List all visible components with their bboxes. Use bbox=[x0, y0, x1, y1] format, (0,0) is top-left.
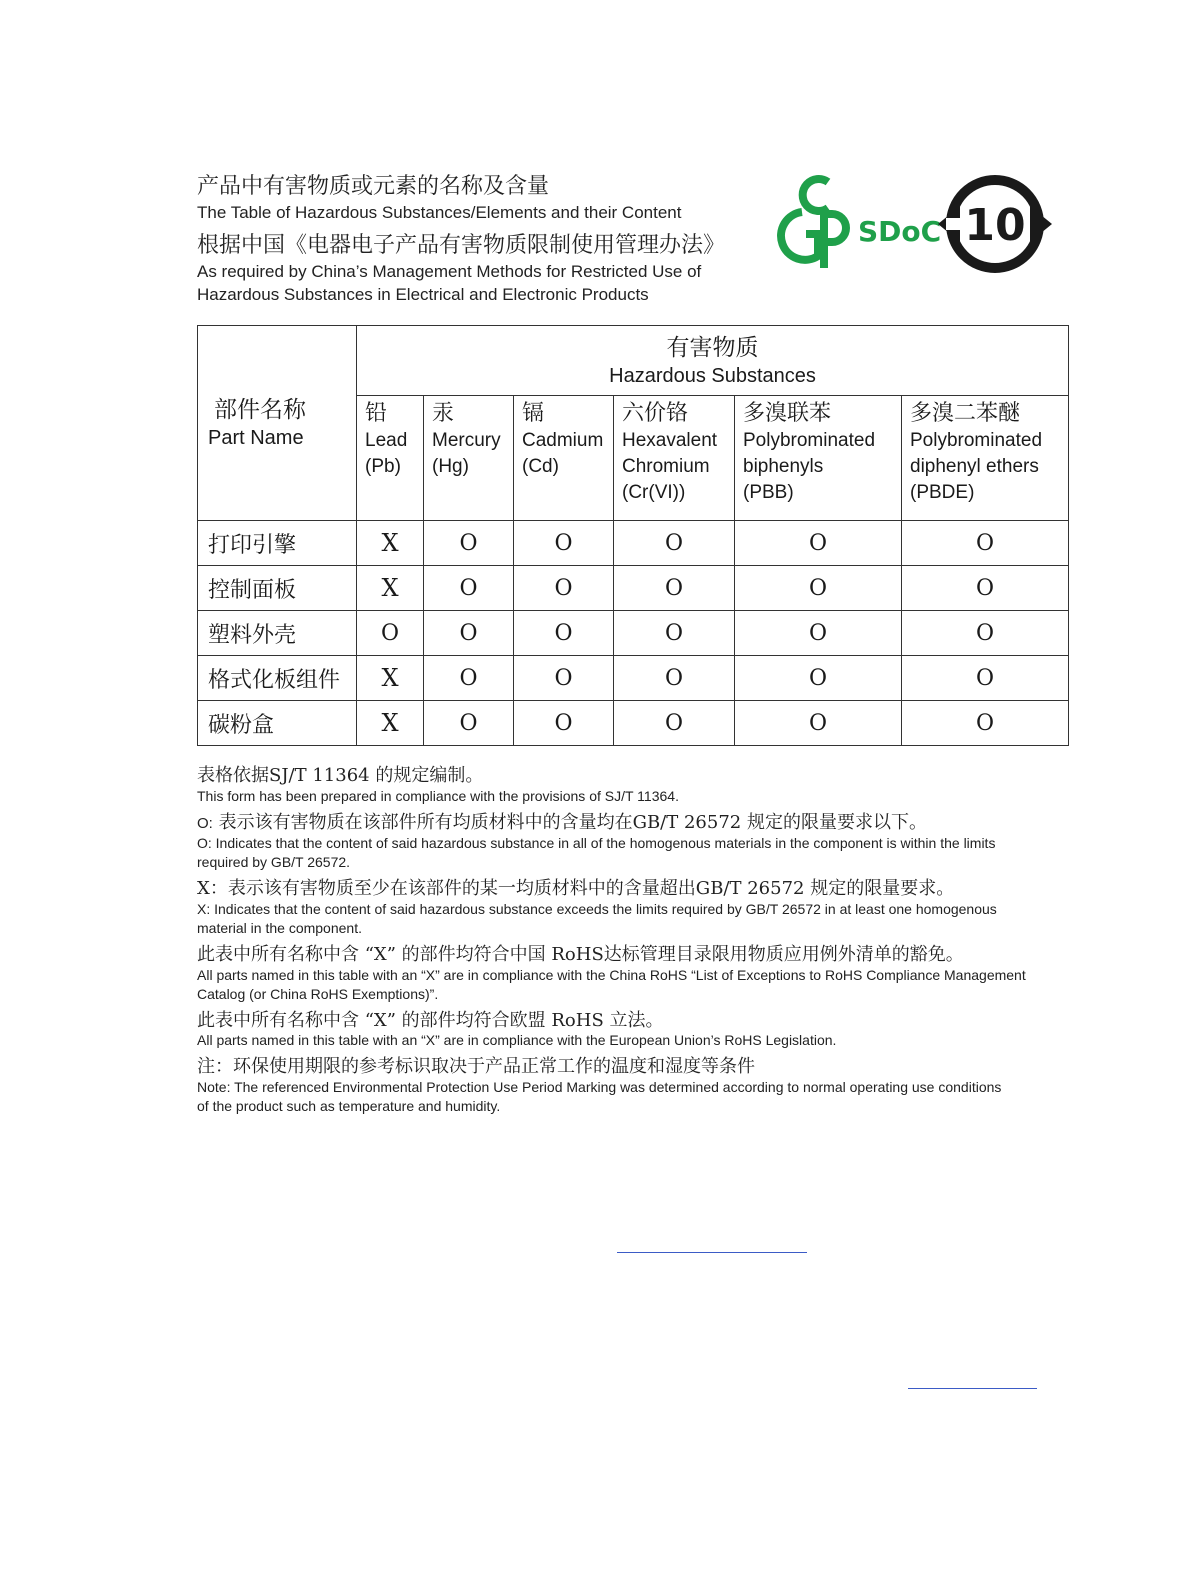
note-2-cn: 表示该有害物质在该部件所有均质材料中的含量均在GB/T 26572 规定的限量要求以下。 bbox=[218, 812, 927, 833]
title-en: The Table of Hazardous Substances/Elements and their Content bbox=[197, 203, 682, 222]
mark-cell: O bbox=[514, 566, 614, 611]
substance-symbol: (Cr(VI)) bbox=[622, 482, 686, 503]
part-name: 控制面板 bbox=[198, 566, 357, 611]
substance-en: Cadmium bbox=[522, 430, 604, 451]
mark-cell: O bbox=[514, 521, 614, 566]
substance-en: Polybrominated bbox=[743, 430, 876, 451]
substance-en: Mercury bbox=[432, 430, 501, 451]
mark-cell: O bbox=[424, 656, 514, 701]
efup-number: 10 bbox=[964, 200, 1026, 251]
hazard-cn: 有害物质 bbox=[666, 334, 759, 361]
link-underline[interactable] bbox=[617, 1252, 807, 1253]
note-2-en-1: O: Indicates that the content of said hazardous substance in all of the homogenous materials in the component is within the limits bbox=[197, 835, 996, 851]
substance-en-2: diphenyl ethers bbox=[910, 456, 1039, 477]
substance-cn: 铅 bbox=[365, 401, 388, 426]
part-name-header bbox=[198, 326, 357, 521]
table-row bbox=[198, 656, 1069, 701]
substance-en: Hexavalent bbox=[622, 430, 718, 451]
note-2-en-2: required by GB/T 26572. bbox=[197, 854, 351, 870]
mark-cell: O bbox=[614, 521, 735, 566]
mark-cell: X bbox=[357, 521, 424, 566]
substance-symbol: (Cd) bbox=[522, 456, 559, 477]
mark-cell: O bbox=[902, 701, 1069, 746]
substance-cn: 多溴联苯 bbox=[743, 401, 832, 426]
note-4-en-2: Catalog (or China RoHS Exemptions)”. bbox=[197, 986, 439, 1002]
basis-cn: 根据中国《电器电子产品有害物质限制使用管理办法》 bbox=[197, 233, 726, 258]
substance-hexavalent-chromium bbox=[614, 396, 735, 521]
substance-mercury bbox=[424, 396, 514, 521]
efup-10-icon bbox=[938, 180, 1052, 268]
substance-en-2: biphenyls bbox=[743, 456, 824, 477]
mark-cell: O bbox=[424, 611, 514, 656]
mark-cell: O bbox=[614, 701, 735, 746]
mark-cell: O bbox=[424, 701, 514, 746]
table-row bbox=[198, 521, 1069, 566]
note-5-cn: 此表中所有名称中含 “X” 的部件均符合欧盟 RoHS 立法。 bbox=[197, 1010, 664, 1031]
substance-pbb bbox=[735, 396, 902, 521]
part-name: 打印引擎 bbox=[198, 521, 357, 566]
part-name-en: Part Name bbox=[208, 427, 304, 449]
link-underline[interactable] bbox=[908, 1388, 1037, 1389]
mark-cell: O bbox=[902, 566, 1069, 611]
note-5-en: All parts named in this table with an “X” are in compliance with the European Union’s RoHS Legislation. bbox=[197, 1032, 837, 1048]
mark-cell: O bbox=[902, 656, 1069, 701]
mark-cell: O bbox=[424, 521, 514, 566]
part-name: 碳粉盒 bbox=[198, 701, 357, 746]
mark-cell: O bbox=[614, 566, 735, 611]
mark-cell: O bbox=[735, 611, 902, 656]
part-name: 塑料外壳 bbox=[198, 611, 357, 656]
mark-cell: X bbox=[357, 656, 424, 701]
note-3-en-1: X: Indicates that the content of said hazardous substance exceeds the limits required by GB/T 26572 in at least one homogenous bbox=[197, 901, 997, 917]
mark-cell: O bbox=[514, 701, 614, 746]
substance-cadmium bbox=[514, 396, 614, 521]
hazardous-substances-table bbox=[197, 325, 1069, 746]
mark-cell: O bbox=[614, 611, 735, 656]
note-1-en: This form has been prepared in compliance with the provisions of SJ/T 11364. bbox=[197, 788, 679, 804]
hazard-en: Hazardous Substances bbox=[609, 364, 816, 387]
table-row bbox=[198, 566, 1069, 611]
basis-en-2: Hazardous Substances in Electrical and Electronic Products bbox=[197, 285, 649, 304]
mark-cell: O bbox=[614, 656, 735, 701]
substance-en-2: Chromium bbox=[622, 456, 710, 477]
mark-cell: O bbox=[735, 521, 902, 566]
sdoc-text: SDoC bbox=[858, 215, 942, 248]
substance-cn: 汞 bbox=[432, 401, 455, 426]
title-cn: 产品中有害物质或元素的名称及含量 bbox=[197, 174, 550, 199]
mark-cell: O bbox=[902, 611, 1069, 656]
mark-cell: O bbox=[424, 566, 514, 611]
substance-symbol: (PBB) bbox=[743, 482, 794, 503]
substance-cn: 六价铬 bbox=[622, 401, 689, 426]
part-name-cn: 部件名称 bbox=[214, 397, 306, 423]
substance-symbol: (Pb) bbox=[365, 456, 401, 477]
mark-cell: O bbox=[902, 521, 1069, 566]
note-1-cn: 表格依据SJ/T 11364 的规定编制。 bbox=[197, 765, 484, 786]
substance-symbol: (PBDE) bbox=[910, 482, 975, 503]
substance-cn: 多溴二苯醚 bbox=[910, 401, 1021, 426]
note-2-cn-line bbox=[197, 812, 927, 835]
substance-cn: 镉 bbox=[522, 401, 545, 426]
basis-en-1: As required by China’s Management Methods for Restricted Use of bbox=[197, 262, 702, 281]
note-4-en-1: All parts named in this table with an “X” are in compliance with the China RoHS “List of Exceptions to RoHS Compliance Management bbox=[197, 967, 1026, 983]
substance-en: Polybrominated bbox=[910, 430, 1043, 451]
compliance-logos bbox=[770, 172, 1060, 276]
mark-cell: X bbox=[357, 566, 424, 611]
mark-cell: O bbox=[735, 656, 902, 701]
substance-symbol: (Hg) bbox=[432, 456, 469, 477]
substance-pbde bbox=[902, 396, 1069, 521]
part-name: 格式化板组件 bbox=[198, 656, 357, 701]
note-6-en-2: of the product such as temperature and humidity. bbox=[197, 1098, 501, 1114]
mark-cell: X bbox=[357, 701, 424, 746]
note-3-en-2: material in the component. bbox=[197, 920, 362, 936]
note-6-cn: 注：环保使用期限的参考标识取决于产品正常工作的温度和湿度等条件 bbox=[197, 1056, 755, 1077]
mark-cell: O bbox=[735, 701, 902, 746]
mark-cell: O bbox=[514, 611, 614, 656]
ccc-sdoc-logo bbox=[781, 179, 846, 268]
note-2-prefix: O: bbox=[197, 815, 213, 832]
table-row bbox=[198, 611, 1069, 656]
mark-cell: O bbox=[357, 611, 424, 656]
note-6-en-1: Note: The referenced Environmental Protection Use Period Marking was determined according to normal operating use conditions bbox=[197, 1079, 1002, 1095]
hazard-header bbox=[357, 326, 1069, 396]
note-4-cn: 此表中所有名称中含 “X” 的部件均符合中国 RoHS达标管理目录限用物质应用例外清单的豁免。 bbox=[197, 944, 964, 965]
substance-en: Lead bbox=[365, 430, 408, 451]
mark-cell: O bbox=[514, 656, 614, 701]
note-3-cn: X：表示该有害物质至少在该部件的某一均质材料中的含量超出GB/T 26572 规定的限量要求。 bbox=[197, 878, 955, 899]
substance-lead bbox=[357, 396, 424, 521]
table-row bbox=[198, 701, 1069, 746]
mark-cell: O bbox=[735, 566, 902, 611]
